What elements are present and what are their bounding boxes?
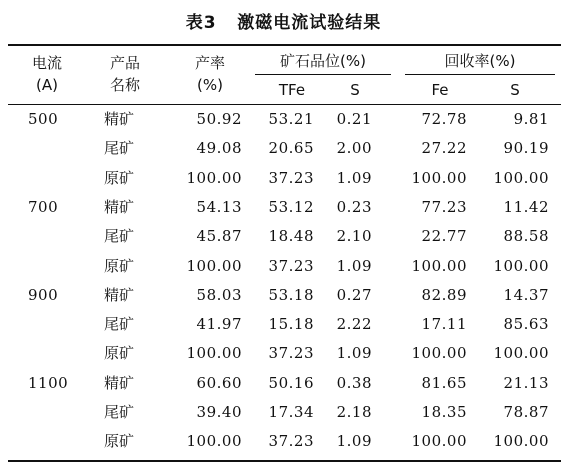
table-cell-s: 2.22 <box>336 315 372 333</box>
table-bottom-rule <box>8 460 561 462</box>
table-cell-s: 0.38 <box>336 374 372 392</box>
table-cell-s: 2.10 <box>336 227 372 245</box>
table-cell-tfe: 37.23 <box>268 169 314 187</box>
table-cell-current: 500 <box>28 110 59 128</box>
table-cell-tfe: 37.23 <box>268 257 314 275</box>
header-recovery-s: S <box>510 81 520 99</box>
table-cell-rec-fe: 18.35 <box>421 403 467 421</box>
table-cell-rec-s: 100.00 <box>493 432 549 450</box>
header-current-line2: (A) <box>36 76 58 94</box>
table-cell-product: 精矿 <box>104 286 135 304</box>
table-cell-rec-fe: 81.65 <box>421 374 467 392</box>
table-cell-yield: 49.08 <box>196 139 242 157</box>
table-cell-yield: 100.00 <box>186 344 242 362</box>
table-cell-rec-s: 9.81 <box>513 110 549 128</box>
header-yield-line1: 产率 <box>194 54 225 72</box>
table-cell-yield: 100.00 <box>186 169 242 187</box>
table-header-rule <box>8 104 561 105</box>
table-cell-rec-fe: 17.11 <box>421 315 467 333</box>
header-recovery-fe: Fe <box>431 81 449 99</box>
table-cell-product: 原矿 <box>104 169 135 187</box>
table-cell-tfe: 53.21 <box>268 110 314 128</box>
table-cell-rec-s: 21.13 <box>503 374 549 392</box>
table-cell-rec-s: 14.37 <box>503 286 549 304</box>
table-cell-s: 2.00 <box>336 139 372 157</box>
table-cell-s: 1.09 <box>336 344 372 362</box>
table-cell-s: 1.09 <box>336 257 372 275</box>
table-cell-tfe: 17.34 <box>268 403 314 421</box>
header-product-line2: 名称 <box>109 76 140 94</box>
table-cell-s: 0.21 <box>336 110 372 128</box>
table-cell-rec-fe: 100.00 <box>411 169 467 187</box>
table-cell-product: 尾矿 <box>104 403 135 421</box>
header-grade-group: 矿石品位(%) <box>280 52 366 70</box>
table-cell-product: 尾矿 <box>104 139 135 157</box>
table-cell-tfe: 18.48 <box>268 227 314 245</box>
header-yield-line2: (%) <box>197 76 223 94</box>
header-product-line1: 产品 <box>109 54 140 72</box>
table-cell-rec-fe: 82.89 <box>421 286 467 304</box>
table-cell-s: 1.09 <box>336 432 372 450</box>
table-cell-rec-s: 100.00 <box>493 169 549 187</box>
table-cell-s: 0.27 <box>336 286 372 304</box>
table-cell-product: 精矿 <box>104 374 135 392</box>
table-cell-rec-fe: 72.78 <box>421 110 467 128</box>
table-cell-product: 原矿 <box>104 344 135 362</box>
table-cell-s: 1.09 <box>336 169 372 187</box>
table-cell-rec-fe: 77.23 <box>421 198 467 216</box>
table-cell-rec-fe: 100.00 <box>411 257 467 275</box>
table-cell-yield: 50.92 <box>196 110 242 128</box>
table-cell-tfe: 20.65 <box>268 139 314 157</box>
table-cell-product: 尾矿 <box>104 227 135 245</box>
table-cell-rec-s: 78.87 <box>503 403 549 421</box>
table-cell-rec-fe: 27.22 <box>421 139 467 157</box>
table-cell-s: 0.23 <box>336 198 372 216</box>
table-cell-tfe: 53.18 <box>268 286 314 304</box>
table-cell-yield: 58.03 <box>196 286 242 304</box>
table-caption: 表3 激磁电流试验结果 <box>185 13 382 33</box>
table-cell-yield: 41.97 <box>196 315 242 333</box>
table-cell-yield: 60.60 <box>196 374 242 392</box>
table-cell-product: 精矿 <box>104 198 135 216</box>
table-top-rule <box>8 44 561 46</box>
table-cell-rec-fe: 22.77 <box>421 227 467 245</box>
table-cell-current: 900 <box>28 286 59 304</box>
table-cell-rec-s: 100.00 <box>493 344 549 362</box>
table-cell-yield: 39.40 <box>196 403 242 421</box>
table-cell-yield: 100.00 <box>186 257 242 275</box>
table-cell-product: 精矿 <box>104 110 135 128</box>
table-cell-product: 尾矿 <box>104 315 135 333</box>
table-cell-rec-s: 100.00 <box>493 257 549 275</box>
table-cell-tfe: 15.18 <box>268 315 314 333</box>
table-cell-yield: 45.87 <box>196 227 242 245</box>
table-cell-rec-fe: 100.00 <box>411 344 467 362</box>
table-cell-yield: 100.00 <box>186 432 242 450</box>
table-cell-rec-s: 88.58 <box>503 227 549 245</box>
table-cell-yield: 54.13 <box>196 198 242 216</box>
table-cell-s: 2.18 <box>336 403 372 421</box>
header-grade-tfe: TFe <box>278 81 306 99</box>
table-cell-product: 原矿 <box>104 432 135 450</box>
table-cell-tfe: 50.16 <box>268 374 314 392</box>
table-cell-tfe: 53.12 <box>268 198 314 216</box>
header-recovery-group: 回收率(%) <box>444 52 516 70</box>
table-cell-tfe: 37.23 <box>268 432 314 450</box>
header-grade-s: S <box>350 81 360 99</box>
header-current-line1: 电流 <box>31 54 62 72</box>
header-recovery-underline <box>405 74 555 75</box>
table-cell-rec-s: 85.63 <box>503 315 549 333</box>
table-cell-rec-s: 11.42 <box>503 198 549 216</box>
table-cell-current: 700 <box>28 198 59 216</box>
table-cell-product: 原矿 <box>104 257 135 275</box>
header-grade-underline <box>255 74 391 75</box>
table-cell-current: 1100 <box>28 374 69 392</box>
table-cell-tfe: 37.23 <box>268 344 314 362</box>
table-cell-rec-s: 90.19 <box>503 139 549 157</box>
table-cell-rec-fe: 100.00 <box>411 432 467 450</box>
